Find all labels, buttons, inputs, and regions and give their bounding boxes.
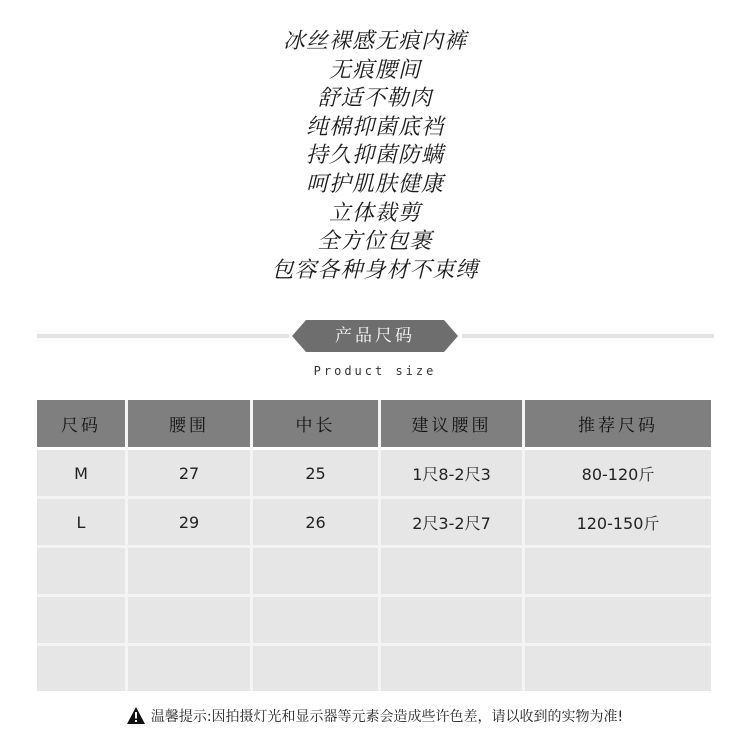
feature-line: 持久抑菌防螨 (305, 143, 444, 169)
column-divider (125, 400, 128, 691)
table-cell: 26 (305, 512, 326, 532)
table-cell: 25 (305, 463, 326, 483)
column-divider (522, 400, 525, 691)
feature-line: 包容各种身材不束缚 (271, 257, 479, 283)
row-divider (37, 643, 711, 646)
warning-icon (127, 707, 145, 728)
table-cell: M (74, 463, 88, 483)
table-cell: 29 (178, 512, 200, 532)
table-row (37, 548, 711, 594)
feature-line: 立体裁剪 (328, 200, 421, 226)
table-row (37, 597, 711, 643)
table-row (37, 499, 711, 545)
header-cell: 腰围 (169, 416, 209, 436)
feature-line: 无痕腰间 (328, 57, 421, 83)
feature-line: 纯棉抑菌底裆 (305, 114, 444, 140)
feature-line: 呵护肌肤健康 (305, 171, 444, 197)
feature-line: 舒适不勒肉 (317, 86, 433, 112)
section-title-badge (292, 320, 458, 352)
table-row (37, 450, 711, 496)
header-cell: 建议腰围 (411, 416, 492, 436)
column-divider (378, 400, 381, 691)
table-cell: 1尺8-2尺3 (412, 464, 491, 484)
header-cell: 中长 (295, 416, 336, 436)
divider-left (37, 334, 289, 338)
row-divider (37, 545, 711, 548)
table-cell: 2尺3-2尺7 (412, 513, 491, 533)
row-divider (37, 594, 711, 597)
table-cell: 120-150斤 (576, 513, 660, 533)
row-divider (37, 496, 711, 499)
table-cell: 27 (178, 463, 200, 483)
feature-line: 冰丝裸感无痕内裤 (282, 29, 467, 54)
table-row (37, 646, 711, 691)
header-cell: 推荐尺码 (578, 416, 658, 436)
footer-note (0, 706, 750, 728)
size-table (37, 400, 711, 691)
feature-list (0, 28, 750, 285)
feature-line: 全方位包裹 (317, 229, 433, 255)
divider-right (462, 334, 714, 338)
header-cell: 尺码 (61, 416, 101, 436)
section-header (0, 318, 750, 358)
table-header-row (37, 400, 711, 447)
column-divider (250, 400, 253, 691)
table-cell: L (76, 512, 86, 532)
section-title: 产品尺码 (335, 326, 415, 346)
section-subtitle: Product size (313, 364, 437, 378)
table-cell: 80-120斤 (581, 464, 655, 484)
footer-text: 温馨提示:因拍摄灯光和显示器等元素会造成些许色差，请以收到的实物为准! (150, 709, 624, 725)
